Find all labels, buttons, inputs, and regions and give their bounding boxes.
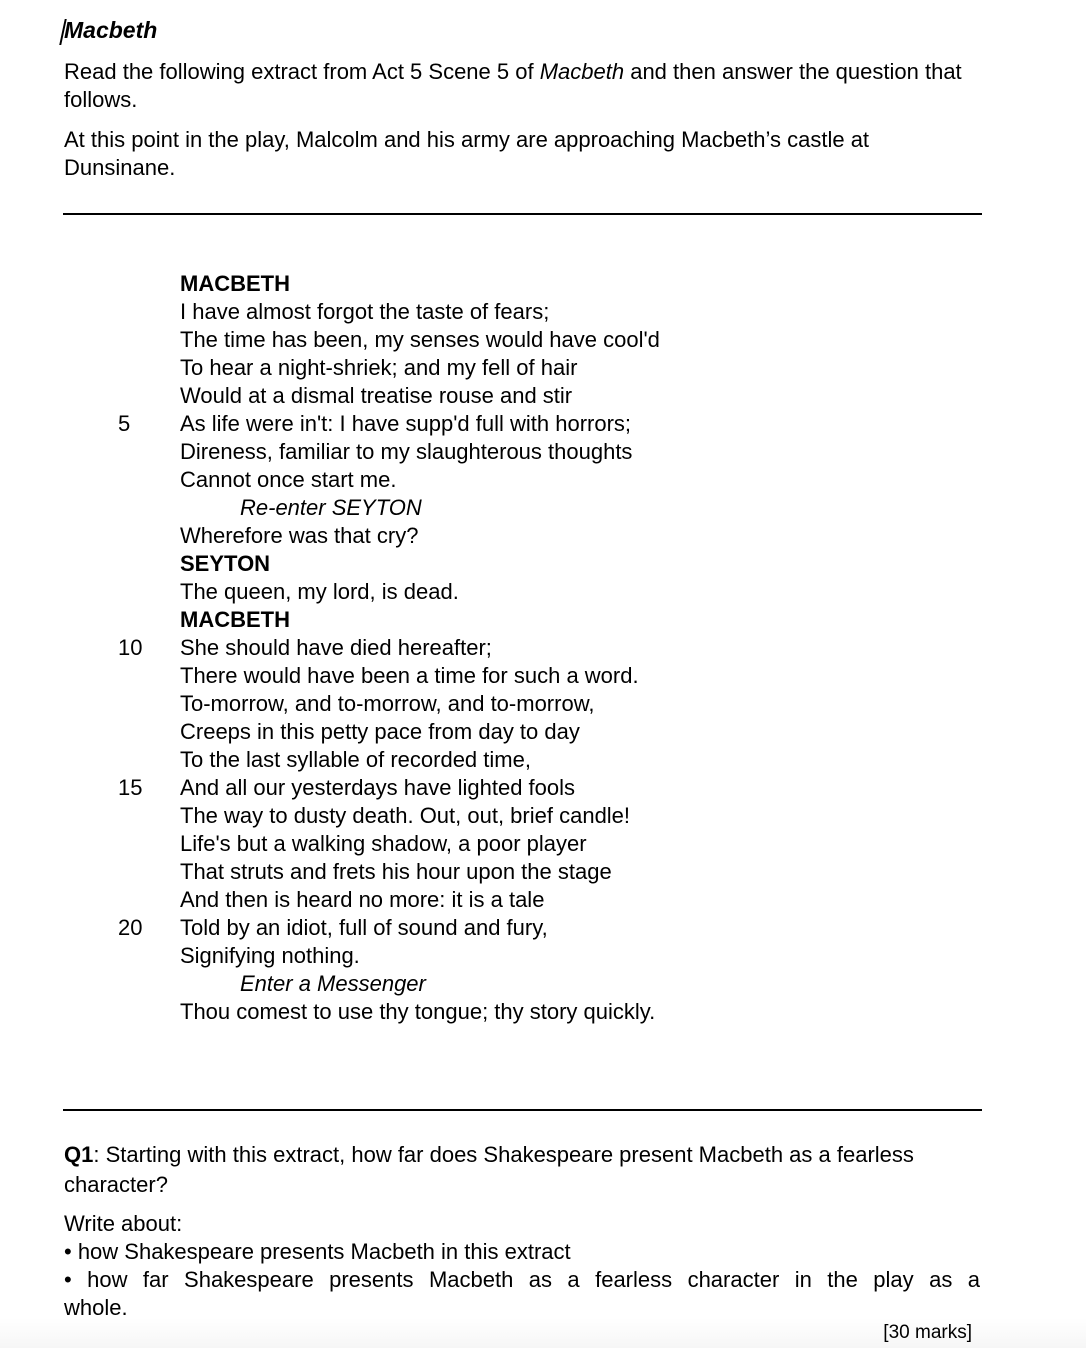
verse-line: [0, 942, 1086, 970]
question-label: Q1: [64, 1142, 94, 1167]
line-number: 20: [118, 915, 143, 940]
verse-line: [0, 998, 1086, 1026]
write-about-block: [64, 1210, 980, 1322]
verse-line: [0, 858, 1086, 886]
line-text: To hear a night-shriek; and my fell of hair: [180, 355, 578, 380]
line-text: She should have died hereafter;: [180, 635, 492, 660]
line-text: Creeps in this petty pace from day to day: [180, 719, 580, 744]
bullet-item: • how far Shakespeare presents Macbeth as a fearless character in the play as a: [64, 1267, 980, 1292]
line-text: Thou comest to use thy tongue; thy story quickly.: [180, 999, 656, 1024]
verse-line: [0, 886, 1086, 914]
bullet-item: • how Shakespeare presents Macbeth in this extract: [64, 1239, 571, 1264]
document-title-text: Macbeth: [64, 17, 158, 43]
intro-text: Read the following extract from Act 5 Scene 5 of: [64, 59, 540, 84]
verse-line: [0, 774, 1086, 802]
intro-instruction: [64, 58, 964, 114]
line-text: Wherefore was that cry?: [180, 523, 419, 548]
line-text: The queen, my lord, is dead.: [180, 579, 459, 604]
question-prompt: [64, 1140, 964, 1200]
line-text: The time has been, my senses would have cool'd: [180, 327, 660, 352]
verse-line: [0, 522, 1086, 550]
verse-line: [0, 410, 1086, 438]
document-title: [64, 17, 157, 44]
verse-line: [0, 914, 1086, 942]
line-text: Signifying nothing.: [180, 943, 360, 968]
verse-line: [0, 662, 1086, 690]
question-text: : Starting with this extract, how far does Shakespeare present Macbeth as a fearless character?: [64, 1142, 914, 1197]
line-text: Re-enter SEYTON: [240, 495, 422, 520]
line-text: And all our yesterdays have lighted fools: [180, 775, 576, 800]
verse-line: [0, 326, 1086, 354]
verse-line: [0, 298, 1086, 326]
speaker-name: [0, 606, 1086, 634]
line-text: Direness, familiar to my slaughterous thoughts: [180, 439, 633, 464]
verse-line: [0, 746, 1086, 774]
line-text: The way to dusty death. Out, out, brief candle!: [180, 803, 631, 828]
verse-line: [0, 718, 1086, 746]
write-about-heading: Write about:: [64, 1211, 183, 1236]
line-text: That struts and frets his hour upon the stage: [180, 859, 612, 884]
line-text: I have almost forgot the taste of fears;: [180, 299, 550, 324]
line-text: SEYTON: [180, 551, 271, 576]
line-text: MACBETH: [180, 271, 290, 296]
line-text: Told by an idiot, full of sound and fury,: [180, 915, 548, 940]
extract: [0, 270, 1086, 1026]
line-text: Cannot once start me.: [180, 467, 397, 492]
line-text: MACBETH: [180, 607, 290, 632]
verse-line: [0, 438, 1086, 466]
line-text: Life's but a walking shadow, a poor player: [180, 831, 587, 856]
line-text: To the last syllable of recorded time,: [180, 747, 531, 772]
verse-line: [0, 382, 1086, 410]
verse-line: [0, 354, 1086, 382]
line-text: There would have been a time for such a word.: [180, 663, 639, 688]
marks-label: [30 marks]: [883, 1322, 972, 1343]
verse-line: [0, 690, 1086, 718]
intro-text-end: and then answer the question that follows.: [64, 59, 962, 112]
line-text: And then is heard no more: it is a tale: [180, 887, 545, 912]
stage-direction: [0, 494, 1086, 522]
verse-line: [0, 578, 1086, 606]
stage-direction: [0, 970, 1086, 998]
verse-line: [0, 802, 1086, 830]
speaker-name: [0, 270, 1086, 298]
speaker-name: [0, 550, 1086, 578]
verse-line: [0, 830, 1086, 858]
divider-bottom: [63, 1109, 982, 1111]
line-number: 5: [118, 411, 131, 436]
line-text: Would at a dismal treatise rouse and stir: [180, 383, 573, 408]
verse-line: [0, 466, 1086, 494]
bullet-item-continuation: whole.: [64, 1295, 128, 1320]
intro-context: At this point in the play, Malcolm and his army are approaching Macbeth’s castle at Dunsinane.: [64, 127, 870, 180]
line-text: To-morrow, and to-morrow, and to-morrow,: [180, 691, 595, 716]
verse-line: [0, 634, 1086, 662]
line-text: As life were in't: I have supp'd full with horrors;: [180, 411, 632, 436]
line-text: Enter a Messenger: [240, 971, 426, 996]
intro-play-title: Macbeth: [539, 59, 625, 84]
line-number: 15: [118, 775, 143, 800]
divider-top: [63, 213, 982, 215]
line-number: 10: [118, 635, 143, 660]
